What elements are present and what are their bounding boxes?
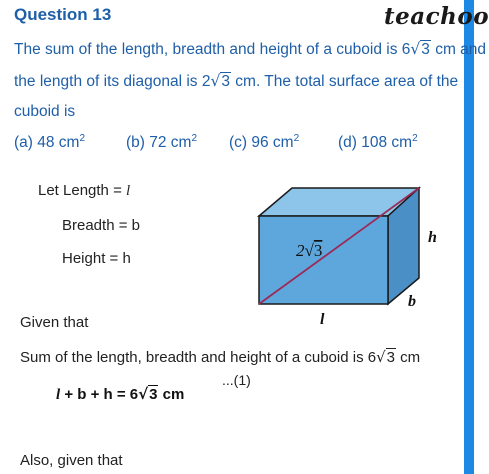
teachoo-logo: teachoo: [384, 3, 489, 30]
option-c[interactable]: (c) 96 $cm^2$: [229, 133, 300, 151]
question-title: Question 13: [14, 5, 112, 24]
right-accent-bar: [464, 0, 474, 474]
also-given-that: Also, given that: [20, 452, 123, 469]
option-b[interactable]: (b) 72 $cm^2$: [126, 133, 198, 151]
length-label: l: [320, 311, 325, 328]
let-length: Let Length = l: [38, 182, 131, 199]
let-breadth: Breadth = b: [62, 217, 140, 234]
equation-1: l + b + h = 6√3 cm: [56, 385, 185, 403]
breadth-label: b: [408, 293, 416, 310]
sqrt-3: √3: [210, 72, 230, 90]
question-line-2: the length of its diagonal is 2√3 cm. The total surface area of the: [14, 72, 459, 90]
height-label: h: [428, 229, 437, 246]
equation-reference: ...(1): [222, 372, 251, 388]
option-d[interactable]: (d) 108 $cm^2$: [338, 133, 418, 151]
question-line-1: The sum of the length, breadth and height of a cuboid is 6√3 cm and: [14, 40, 487, 58]
given-that: Given that: [20, 314, 89, 331]
question-line-3: cuboid is: [14, 103, 76, 120]
sum-statement: Sum of the length, breadth and height of a cuboid is 6√3 cm: [20, 348, 421, 366]
let-height: Height = h: [62, 250, 131, 267]
option-a[interactable]: (a) 48 $cm^2$: [14, 133, 86, 151]
diagonal-label: 2√3: [296, 241, 323, 260]
cuboid-diagram: [248, 184, 448, 328]
sqrt-3: √3: [410, 40, 430, 58]
